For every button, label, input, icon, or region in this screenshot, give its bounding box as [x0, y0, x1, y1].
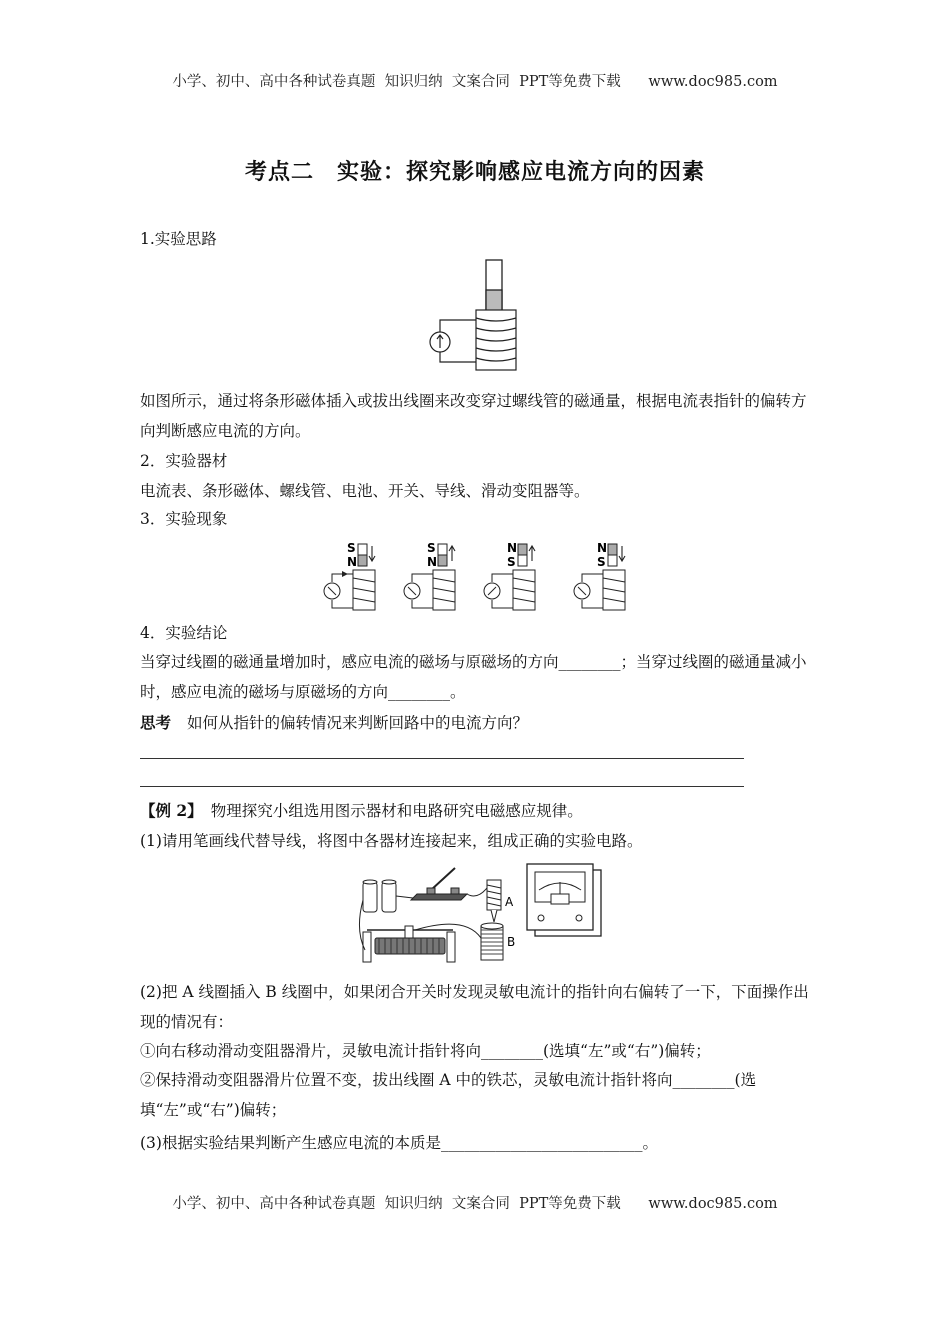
- example-label: 【例 2】: [140, 801, 203, 820]
- section-2-text: 电流表、条形磁体、螺线管、电池、开关、导线、滑动变阻器等。: [140, 482, 590, 500]
- coil-b-icon: [481, 926, 503, 960]
- phenomenon-1-bottom-pole: N: [347, 555, 358, 569]
- page-header: 小学、初中、高中各种试卷真题 知识归纳 文案合同 PPT等免费下载 www.doc985.com: [172, 74, 778, 90]
- phenomenon-4-bottom-pole: S: [597, 555, 606, 569]
- circuit-apparatus-figure: [355, 860, 615, 970]
- switch-icon: [411, 894, 467, 900]
- section-3-heading: 3．实验现象: [140, 510, 228, 528]
- question-2: (2)把 A 线圈插入 B 线圈中，如果闭合开关时发现灵敏电流计的指针向右偏转了一下，下面操作出现的情况有：: [140, 983, 809, 1031]
- section-1-text: 如图所示，通过将条形磁体插入或拔出线圈来改变穿过螺线管的磁通量，根据电流表指针的偏转方向判断感应电流的方向。: [140, 392, 807, 440]
- question-1: (1)请用笔画线代替导线，将图中各器材连接起来，组成正确的实验电路。: [140, 832, 643, 850]
- solenoid-magnet-figure: [420, 258, 530, 378]
- coil-a-label: A: [505, 895, 514, 909]
- phenomenon-3-top-pole: N: [507, 541, 518, 555]
- phenomenon-3: [484, 541, 535, 610]
- answer-line-2: [140, 786, 744, 787]
- question-2-1: ①向右移动滑动变阻器滑片，灵敏电流计指针将向________(选填“左”或“右”)偏转；: [140, 1042, 711, 1060]
- phenomenon-4: [574, 541, 625, 610]
- phenomenon-3-bottom-pole: S: [507, 555, 516, 569]
- answer-line-1: [140, 758, 744, 759]
- battery-icon: [382, 882, 396, 912]
- phenomenon-2: [404, 541, 455, 610]
- section-1-heading: 1.实验思路: [140, 230, 217, 248]
- phenomenon-1-top-pole: S: [347, 541, 356, 555]
- phenomenon-2-bottom-pole: N: [427, 555, 438, 569]
- page-footer: 小学、初中、高中各种试卷真题 知识归纳 文案合同 PPT等免费下载 www.doc985.com: [172, 1196, 778, 1212]
- coil-b-label: B: [507, 935, 516, 949]
- page-title: 考点二 实验：探究影响感应电流方向的因素: [244, 159, 705, 185]
- phenomenon-1: [324, 541, 375, 610]
- phenomenon-2-top-pole: S: [427, 541, 436, 555]
- question-3: (3)根据实验结果判断产生感应电流的本质是__________________________。: [140, 1134, 658, 1152]
- battery-icon: [363, 882, 377, 912]
- think-text: 如何从指针的偏转情况来判断回路中的电流方向？: [187, 714, 529, 732]
- think-question: [140, 712, 528, 734]
- question-2-2: ②保持滑动变阻器滑片位置不变，拔出线圈 A 中的铁芯，灵敏电流计指针将向________(选填“左”或“右”)偏转；: [140, 1071, 757, 1119]
- section-4-text: 当穿过线圈的磁通量增加时，感应电流的磁场与原磁场的方向________；当穿过线圈的磁通量减小时，感应电流的磁场与原磁场的方向________。: [140, 653, 807, 701]
- section-2-heading: 2．实验器材: [140, 452, 228, 470]
- think-label: 思考: [140, 713, 172, 732]
- example-text: 物理探究小组选用图示器材和电路研究电磁感应规律。: [210, 802, 583, 820]
- phenomena-figure: [320, 538, 640, 618]
- section-4-heading: 4．实验结论: [140, 624, 228, 642]
- example-2: [140, 800, 583, 822]
- phenomenon-4-top-pole: N: [597, 541, 608, 555]
